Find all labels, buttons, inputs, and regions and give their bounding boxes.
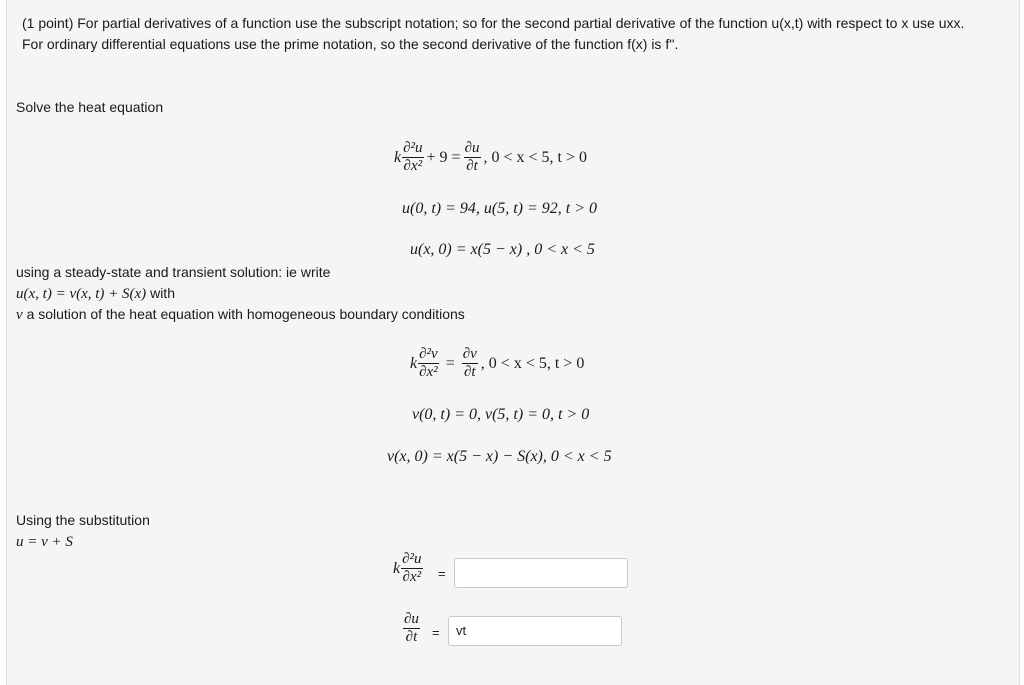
heat-eq-lhs-den: ∂x² [403, 158, 423, 174]
answer1-expression [393, 551, 424, 586]
answer2-equals: = [432, 625, 440, 640]
v-heat-equation [410, 346, 586, 381]
decomposition-line [16, 284, 175, 303]
v-eq-rhs-fraction [462, 346, 478, 381]
heat-eq-lhs-fraction [402, 140, 423, 175]
substitution-label: Using the substitution [16, 512, 150, 528]
intro-line-1: (1 point) For partial derivatives of a function use the subscript notation; so for the second partial derivative of the function u(x,t) with respect to x use uxx. [22, 15, 965, 31]
answer1-input[interactable] [454, 558, 628, 588]
heat-eq-plus-term: + 9 = [426, 148, 461, 166]
intro-line-2: For ordinary differential equations use the prime notation, so the second derivative of the function f(x) is f''. [22, 36, 679, 52]
v-eq-rhs-num: ∂v [462, 346, 477, 362]
heat-eq-lhs-num: ∂²u [403, 140, 423, 156]
heat-eq-rhs-den: ∂t [466, 158, 478, 174]
substitution-math-line [16, 532, 73, 551]
decomposition-math: u(x, t) = v(x, t) + S(x) [16, 286, 147, 302]
v-eq-rhs-den: ∂t [463, 364, 476, 380]
boundary-conditions-text: u(0, t) = 94, u(5, t) = 92, t > 0 [402, 200, 598, 217]
boundary-conditions [402, 200, 597, 218]
v-initial-condition [387, 448, 612, 466]
v-eq-lhs-fraction [418, 346, 439, 381]
answer1-fraction [401, 551, 422, 586]
v-math: v [16, 307, 23, 323]
answer1-equals: = [438, 566, 446, 581]
answer1-num: ∂²u [402, 551, 422, 567]
answer1-coef: k [393, 559, 401, 577]
v-boundary-conditions-text: v(0, t) = 0, v(5, t) = 0, t > 0 [412, 406, 590, 423]
substitution-math: u = v + S [16, 534, 73, 550]
heat-eq-rhs-fraction [464, 140, 481, 175]
answer2-input[interactable]: vt [448, 616, 622, 646]
heat-eq-rhs-num: ∂u [464, 140, 480, 156]
decomposition-text: with [150, 285, 175, 301]
v-eq-coef: k [410, 354, 418, 372]
answer2-num: ∂u [404, 611, 419, 627]
heat-equation [394, 140, 589, 175]
solve-label: Solve the heat equation [16, 99, 164, 115]
v-initial-condition-text: v(x, 0) = x(5 − x) − S(x), 0 < x < 5 [387, 448, 612, 465]
answer1-den: ∂x² [402, 569, 422, 585]
v-boundary-conditions [412, 406, 589, 424]
answer2-expression [402, 611, 421, 646]
heat-eq-coef: k [394, 148, 402, 166]
problem-panel [6, 0, 1020, 685]
problem-intro [22, 13, 1022, 55]
v-description-text: a solution of the heat equation with homogeneous boundary conditions [26, 306, 465, 322]
initial-condition-text: u(x, 0) = x(5 − x) , 0 < x < 5 [410, 241, 595, 258]
v-description-line [16, 305, 465, 324]
heat-eq-domain: , 0 < x < 5, t > 0 [483, 148, 588, 166]
v-eq-equals: = [445, 354, 455, 372]
answer2-den: ∂t [405, 629, 418, 645]
steady-state-label: using a steady-state and transient solution: ie write [16, 264, 331, 280]
initial-condition [410, 241, 595, 259]
v-eq-lhs-num: ∂²v [419, 346, 438, 362]
v-eq-domain: , 0 < x < 5, t > 0 [480, 354, 585, 372]
v-eq-lhs-den: ∂x² [419, 364, 438, 380]
answer2-fraction [403, 611, 420, 646]
